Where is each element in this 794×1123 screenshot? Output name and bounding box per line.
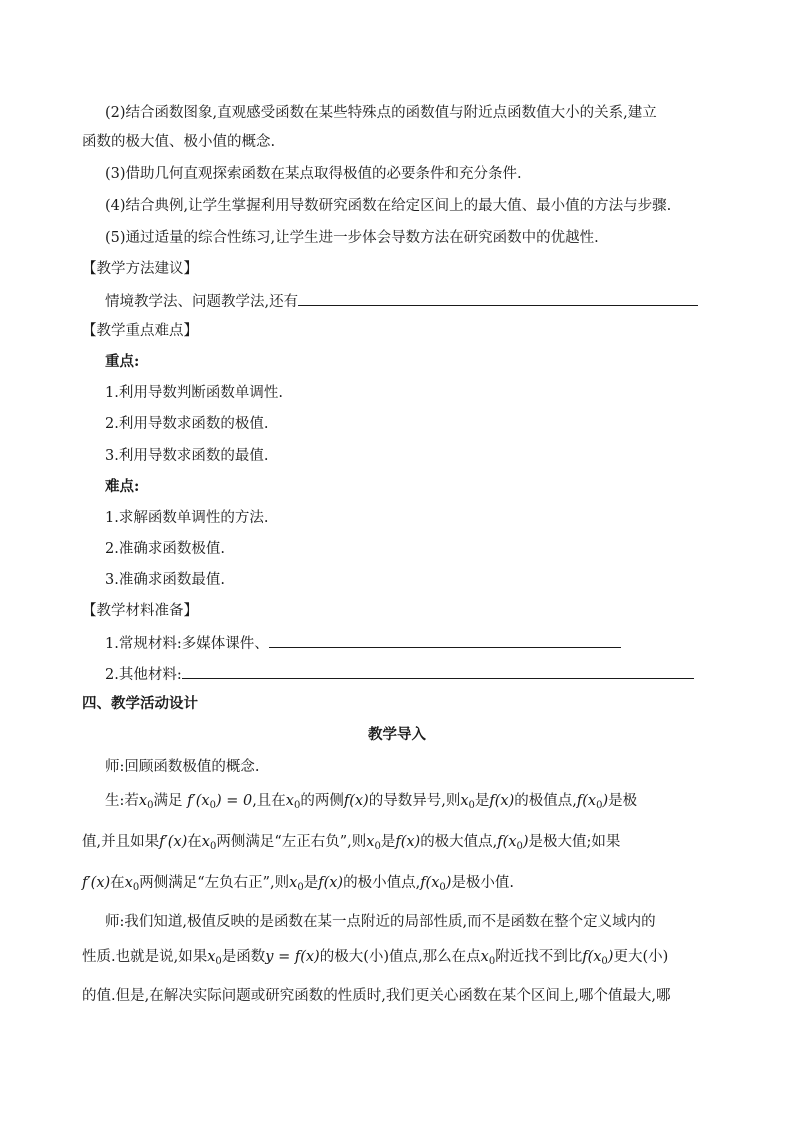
text-segment: 的极大值点, <box>420 834 498 850</box>
text-segment: 是 <box>380 834 396 850</box>
goal-5: (5)通过适量的综合性练习,让学生进一步体会导数方法在研究函数中的优越性. <box>105 230 599 246</box>
math-x0: $x_0$ <box>124 875 140 893</box>
math-fx: f(x) <box>343 793 369 809</box>
text-segment: 在 <box>187 834 202 850</box>
text-segment: 更大(小) <box>613 949 669 965</box>
math-x0: $x_0$ <box>207 949 222 967</box>
text-segment: 两侧满足“左负右正”,则 <box>139 875 290 891</box>
text-segment: 是极 <box>608 793 638 809</box>
materials-blank-1 <box>269 632 621 648</box>
text-segment: 的两侧 <box>300 793 344 809</box>
materials-heading: 【教学材料准备】 <box>82 603 198 619</box>
text-segment: 的极大(小)值点,那么在点 <box>319 949 481 965</box>
math-f-x0: $f(x_0)$ <box>497 834 529 852</box>
hard-item-2: 2.准确求函数极值. <box>105 541 225 557</box>
teacher-line-1: 师:回顾函数极值的概念. <box>105 759 260 775</box>
student-line-2 <box>82 832 620 857</box>
text-segment: 是 <box>474 793 490 809</box>
hard-label: 难点: <box>105 478 140 495</box>
text-segment: 在 <box>110 875 125 891</box>
math-f-x0: $f(x_0)$ <box>582 949 614 967</box>
text-segment: 是函数 <box>221 949 266 965</box>
hard-item-3: 3.准确求函数最值. <box>105 572 225 588</box>
math-fx: f(x) <box>489 793 515 809</box>
text-segment: 值,并且如果 <box>82 834 160 850</box>
teacher-2-line-3: 的值.但是,在解决实际问题或研究函数的性质时,我们更关心函数在某个区间上,哪个值最大,哪 <box>82 988 671 1004</box>
goal-2-line-1: (2)结合函数图象,直观感受函数在某些特殊点的函数值与附近点函数值大小的关系,建立 <box>105 105 657 121</box>
text-segment: 满足 <box>153 793 183 809</box>
student-line-3 <box>82 873 514 898</box>
math-x0: $x_0$ <box>138 793 154 811</box>
math-y-eq-fx: y = f(x) <box>265 949 320 965</box>
goal-4: (4)结合典例,让学生掌握利用导数研究函数在给定区间上的最大值、最小值的方法与步骤. <box>105 198 672 214</box>
materials-blank-2 <box>182 663 694 679</box>
math-x0: $x_0$ <box>460 793 475 811</box>
text-segment: 是极小值. <box>451 875 515 891</box>
materials-item-1-text: 1.常规材料:多媒体课件、 <box>105 636 269 652</box>
math-f-x0: $f(x_0)$ <box>420 875 452 893</box>
methods-blank <box>298 290 698 306</box>
math-x0: $x_0$ <box>201 834 217 852</box>
materials-item-2 <box>105 663 694 685</box>
student-line-1 <box>105 791 637 816</box>
math-x0: $x_0$ <box>289 875 304 893</box>
teacher-2-line-1: 师:我们知道,极值反映的是函数在某一点附近的局部性质,而不是函数在整个定义域内的 <box>105 914 656 930</box>
materials-item-1 <box>105 632 621 654</box>
text-segment: ,且在 <box>252 793 286 809</box>
goal-3: (3)借助几何直观探索函数在某点取得极值的必要条件和充分条件. <box>105 166 522 182</box>
keypoints-heading: 【教学重点难点】 <box>82 323 198 339</box>
text-segment: 生:若 <box>105 793 139 809</box>
text-segment: 的极值点, <box>514 793 577 809</box>
materials-item-2-text: 2.其他材料: <box>105 667 182 683</box>
key-item-2: 2.利用导数求函数的极值. <box>105 416 269 432</box>
text-segment: 是极大值;如果 <box>528 834 621 850</box>
math-fx: f(x) <box>318 875 344 891</box>
math-f-x0: $f(x_0)$ <box>576 793 609 811</box>
teacher-2-line-2 <box>82 947 668 972</box>
methods-line <box>105 290 698 312</box>
text-segment: 的导数异号,则 <box>368 793 461 809</box>
text-segment: 性质.也就是说,如果 <box>82 949 208 965</box>
key-item-1: 1.利用导数判断函数单调性. <box>105 385 283 401</box>
math-fprime-x: f′(x) <box>82 875 111 891</box>
methods-text: 情境教学法、问题教学法,还有 <box>105 294 299 310</box>
math-fprime-x: f′(x) <box>159 834 188 850</box>
section-title: 四、教学活动设计 <box>82 695 198 712</box>
math-fx: f(x) <box>395 834 421 850</box>
math-x0: $x_0$ <box>366 834 381 852</box>
math-fprime-x0-eq-0: $f'(x_0) = 0$ <box>187 793 253 811</box>
text-segment: 是 <box>303 875 319 891</box>
hard-item-1: 1.求解函数单调性的方法. <box>105 510 269 526</box>
math-x0: $x_0$ <box>480 949 496 967</box>
goal-2-line-2: 函数的极大值、极小值的概念. <box>82 134 276 150</box>
section-subtitle: 教学导入 <box>368 726 426 743</box>
math-x0: $x_0$ <box>285 793 301 811</box>
text-segment: 两侧满足“左正右负”,则 <box>216 834 367 850</box>
key-item-3: 3.利用导数求函数的最值. <box>105 448 269 464</box>
text-segment: 的极小值点, <box>343 875 421 891</box>
key-label: 重点: <box>105 353 140 370</box>
methods-heading: 【教学方法建议】 <box>82 261 198 277</box>
text-segment: 附近找不到比 <box>495 949 583 965</box>
